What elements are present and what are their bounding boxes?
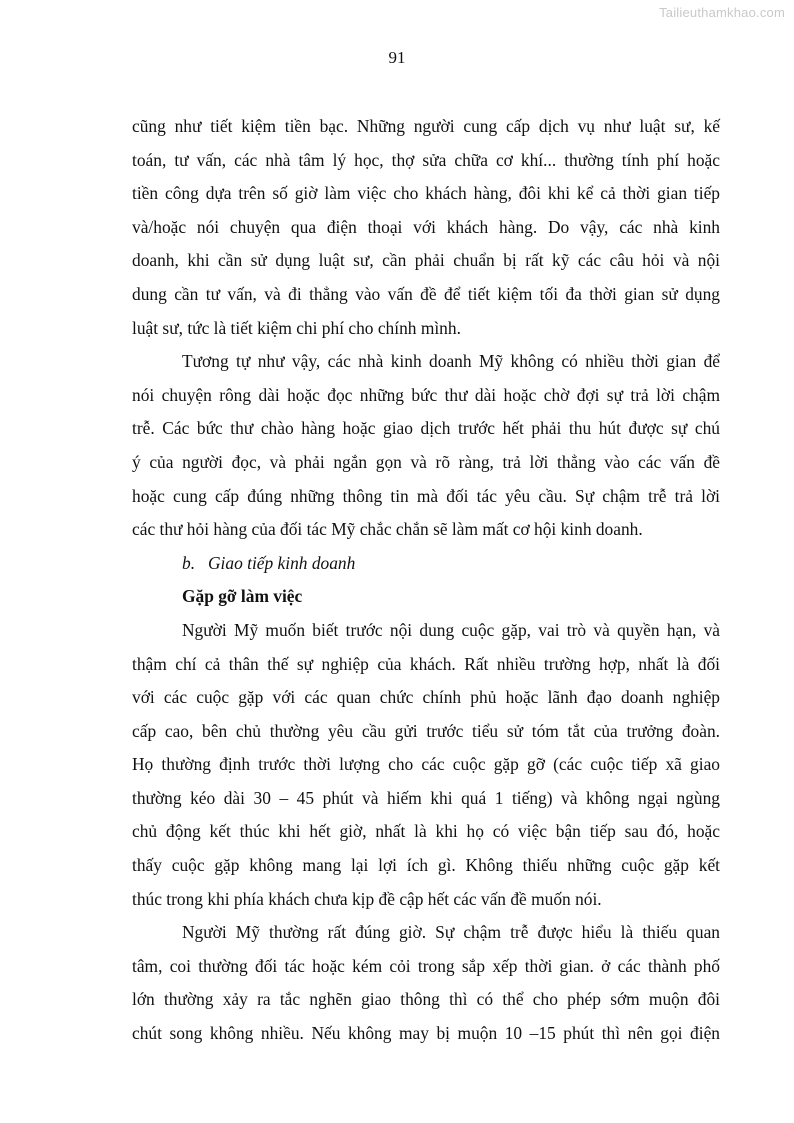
- paragraph-3: [132, 614, 720, 916]
- document-body: [132, 110, 720, 1051]
- text-line: với các cuộc gặp với các quan chức chính phủ hoặc lãnh đạo doanh nghiệp: [132, 687, 720, 708]
- text-line: toán, tư vấn, các nhà tâm lý học, thợ sửa chữa cơ khí... thường tính phí hoặc: [132, 149, 720, 170]
- text-line: hoặc cung cấp đúng những thông tin mà đối tác yêu cầu. Sự chậm trễ trả lời: [132, 485, 720, 506]
- section-heading: [132, 547, 720, 581]
- text-line: các thư hỏi hàng của đối tác Mỹ chắc chắn sẽ làm mất cơ hội kinh doanh.: [132, 519, 643, 540]
- text-line: chút song không nhiều. Nếu không may bị muộn 10 –15 phút thì nên gọi điện: [132, 1023, 720, 1044]
- paragraph-2: [132, 345, 720, 547]
- text-line: trễ. Các bức thư chào hàng hoặc giao dịch trước hết phải thu hút được sự chú: [132, 418, 720, 439]
- paragraph-1: [132, 110, 720, 345]
- text-line: luật sư, tức là tiết kiệm chi phí cho chính mình.: [132, 317, 461, 338]
- text-line: Họ thường định trước thời lượng cho các cuộc gặp gỡ (các cuộc tiếp xã giao: [132, 754, 720, 775]
- text-line: thậm chí cả thân thế sự nghiệp của khách. Rất nhiều trường hợp, nhất là đối: [132, 653, 720, 674]
- text-line: tiền công dựa trên số giờ làm việc cho khách hàng, đôi khi kể cả thời gian tiếp: [132, 183, 720, 204]
- text-line: tâm, coi thường đối tác hoặc kém cỏi trong sắp xếp thời gian. ở các thành phố: [132, 955, 720, 976]
- section-title: Giao tiếp kinh doanh: [208, 552, 356, 573]
- subsection-heading: Gặp gỡ làm việc: [182, 586, 303, 607]
- text-line: Người Mỹ thường rất đúng giờ. Sự chậm trễ được hiểu là thiếu quan: [182, 922, 720, 943]
- text-line: thường kéo dài 30 – 45 phút và hiếm khi quá 1 tiếng) và không ngại ngùng: [132, 787, 720, 808]
- text-line: Tương tự như vậy, các nhà kinh doanh Mỹ không có nhiều thời gian để: [182, 351, 720, 372]
- text-line: Người Mỹ muốn biết trước nội dung cuộc gặp, vai trò và quyền hạn, và: [182, 619, 720, 640]
- text-line: thúc trong khi phía khách chưa kịp đề cập hết các vấn đề muốn nói.: [132, 888, 602, 909]
- section-letter: b.: [182, 552, 196, 573]
- paragraph-4: [132, 916, 720, 1050]
- text-line: nói chuyện rông dài hoặc đọc những bức thư dài hoặc chờ đợi sự trả lời chậm: [132, 384, 720, 405]
- text-line: doanh, khi cần sử dụng luật sư, cần phải chuẩn bị rất kỹ các câu hỏi và nội: [132, 250, 720, 271]
- text-line: ý của người đọc, và phải ngắn gọn và rõ ràng, trả lời thẳng vào các vấn đề: [132, 451, 720, 472]
- text-line: lớn thường xảy ra tắc nghẽn giao thông thì có thể cho phép sớm muộn đôi: [132, 989, 720, 1010]
- text-line: thấy cuộc gặp không mang lại lợi ích gì. Không thiếu những cuộc gặp kết: [132, 855, 720, 876]
- text-line: cũng như tiết kiệm tiền bạc. Những người cung cấp dịch vụ như luật sư, kế: [132, 116, 720, 136]
- text-line: và/hoặc nói chuyện qua điện thoại với khách hàng. Do vậy, các nhà kinh: [132, 216, 720, 237]
- watermark-text: Tailieuthamkhao.com: [659, 5, 785, 20]
- text-line: cấp cao, bên chủ thường yêu cầu gửi trước tiểu sử tóm tắt của trưởng đoàn.: [132, 720, 720, 741]
- text-line: chủ động kết thúc khi hết giờ, nhất là khi họ có việc bận tiếp sau đó, hoặc: [132, 821, 720, 842]
- page-number: 91: [388, 48, 406, 67]
- text-line: dung cần tư vấn, và đi thẳng vào vấn đề để tiết kiệm tối đa thời gian sử dụng: [132, 283, 720, 304]
